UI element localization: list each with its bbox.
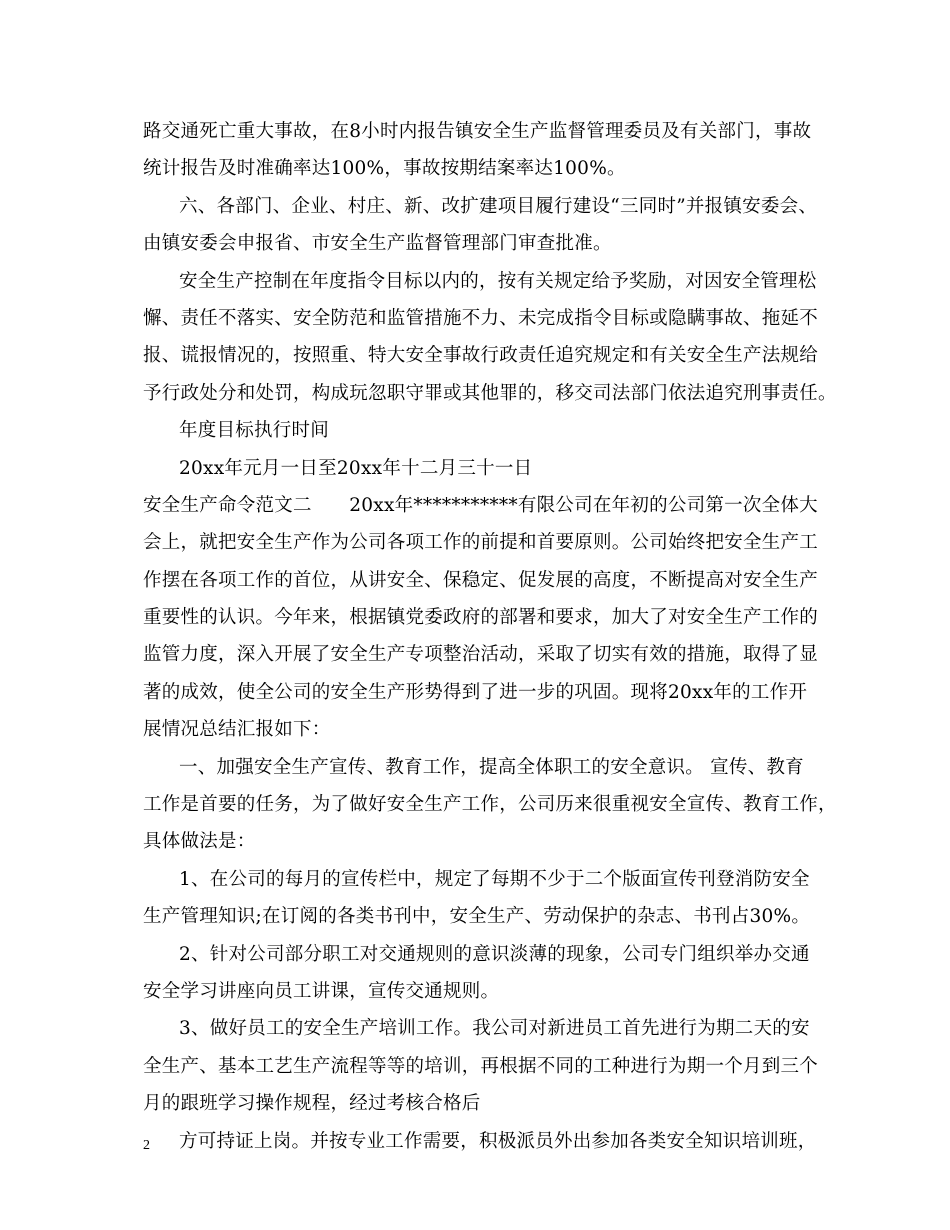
text-line: 予行政处分和处罚，构成玩忽职守罪或其他罪的，移交司法部门依法追究刑事责任。 [143, 382, 837, 404]
text-line: 报、谎报情况的，按照重、特大安全事故行政责任追究规定和有关安全生产法规给 [143, 345, 819, 367]
text-line: 月的跟班学习操作规程，经过考核合格后 [143, 1093, 481, 1115]
text-line: 监管力度，深入开展了安全生产专项整治活动，采取了切实有效的措施，取得了显 [143, 644, 819, 666]
text-line: 路交通死亡重大事故，在8小时内报告镇安全生产监督管理委员及有关部门，事故 [143, 121, 812, 142]
document-body [143, 113, 837, 1160]
text-line: 20xx年元月一日至20xx年十二月三十一日 [179, 457, 533, 479]
text-line: 年度目标执行时间 [179, 420, 330, 442]
text-line: 2、针对公司部分职工对交通规则的意识淡薄的现象，公司专门组织举办交通 [179, 943, 810, 965]
text-line: 生产管理知识;在订阅的各类书刊中，安全生产、劳动保护的杂志、书刊占30%。 [143, 906, 811, 928]
text-line: 安全学习讲座向员工讲课，宣传交通规则。 [143, 980, 500, 1002]
text-line: 展情况总结汇报如下： [143, 719, 331, 741]
page-number: 2 [143, 1138, 150, 1153]
text-line: 安全生产命令范文二 20xx年***********有限公司在年初的公司第一次全体大 [143, 494, 818, 516]
text-line: 安全生产控制在年度指令目标以内的，按有关规定给予奖励，对因安全管理松 [179, 270, 817, 292]
text-line: 具体做法是： [143, 831, 256, 853]
text-line: 方可持证上岗。并按专业工作需要，积极派员外出参加各类安全知识培训班， [179, 1130, 817, 1152]
text-line: 重要性的认识。今年来，根据镇党委政府的部署和要求，加大了对安全生产工作的 [143, 607, 819, 629]
text-line: 1、在公司的每月的宣传栏中，规定了每期不少于二个版面宣传刊登消防安全 [179, 868, 810, 890]
text-line: 六、各部门、企业、村庄、新、改扩建项目履行建设“三同时”并报镇安委会、 [179, 195, 818, 217]
text-line: 3、做好员工的安全生产培训工作。我公司对新进员工首先进行为期二天的安 [179, 1018, 810, 1040]
text-line: 全生产、基本工艺生产流程等等的培训，再根据不同的工种进行为期一个月到三个 [143, 1055, 819, 1077]
text-line: 一、加强安全生产宣传、教育工作，提高全体职工的安全意识。 宣传、教育 [179, 756, 804, 778]
text-line: 会上，就把安全生产作为公司各项工作的前提和首要原则。公司始终把安全生产工 [143, 532, 819, 554]
text-line: 由镇安委会申报省、市安全生产监督管理部门审查批准。 [143, 233, 612, 255]
text-line: 著的成效，使全公司的安全生产形势得到了进一步的巩固。现将20xx年的工作开 [143, 681, 808, 703]
text-line: 懈、责任不落实、安全防范和监管措施不力、未完成指令目标或隐瞒事故、拖延不 [143, 307, 819, 329]
text-line: 工作是首要的任务，为了做好安全生产工作，公司历来很重视安全宣传、教育工作， [143, 794, 837, 816]
text-line: 作摆在各项工作的首位，从讲安全、保稳定、促发展的高度，不断提高对安全生产 [143, 569, 819, 591]
text-line: 统计报告及时准确率达100%，事故按期结案率达100%。 [143, 158, 626, 180]
